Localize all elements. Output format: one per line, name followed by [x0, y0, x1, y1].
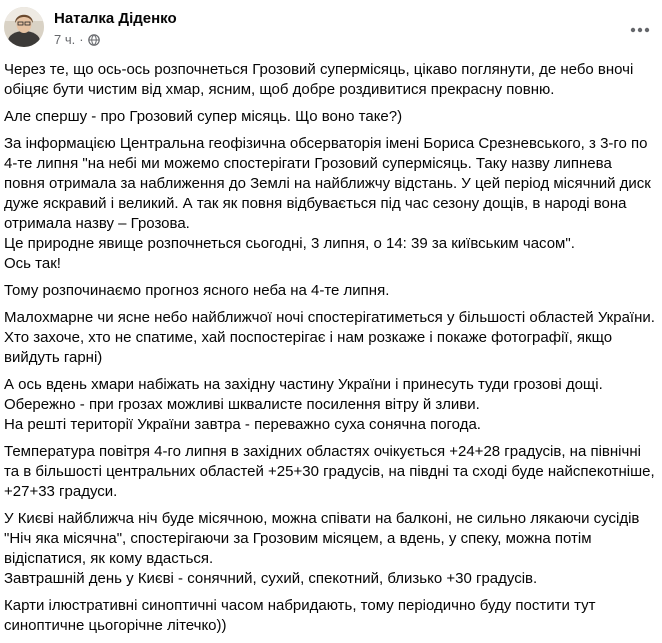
post-text-line: синоптичне цьогорічне літечко)) [4, 617, 227, 634]
post-text-line: На решті території України завтра - переважно суха сонячна погода. [4, 416, 481, 433]
post-text-line: Це природне явище розпочнеться сьогодні, 3 липня, о 14: 39 за київським часом". [4, 235, 575, 252]
post-text-line: Але спершу - про Грозовий супер місяць. Що воно таке?) [4, 108, 403, 125]
post-text-line: Обережно - при грозах можливі шквалисте посилення вітру й зливи. [4, 396, 480, 413]
post-paragraph [4, 281, 658, 301]
post-header [0, 0, 662, 56]
more-dots-icon [630, 27, 650, 33]
post-text-line: Малохмарне чи ясне небо найближчої ночі спостерігатиметься у більшості областей України. [4, 309, 655, 326]
post-paragraph [4, 308, 658, 368]
post-text-line: Завтрашній день у Києві - сонячний, сухий, спекотний, близько +30 градусів. [4, 570, 538, 587]
meta-separator: · [79, 32, 84, 47]
more-options-button[interactable] [622, 12, 658, 48]
post-text-line: У Києві найближча ніч буде місячною, можна співати на балконі, не сильно лякаючи сусідів [4, 510, 640, 527]
post-paragraph [4, 375, 658, 435]
post-paragraph [4, 60, 658, 100]
post-text-line: повня отримала за наближення до Землі на найближчу відстань. У цей період місячний диск [4, 175, 651, 192]
globe-icon [88, 34, 100, 46]
post-text-line: та в більшості центральних областей +25+30 градусів, на півдні та сході буде найспекотніше, [4, 463, 655, 480]
post-text-line: Тому розпочинаємо прогноз ясного неба на 4-те липня. [4, 282, 390, 299]
author-name[interactable]: Наталка Діденко [54, 10, 177, 27]
post-text-line: +27+33 градуси. [4, 483, 118, 500]
post-text-line: Карти ілюстративні синоптичні часом набридають, тому періодично буду постити тут [4, 597, 596, 614]
post-paragraph [4, 596, 658, 636]
post-text-line: 4-те липня "на небі ми можемо спостерігати Грозовий супермісяць. Таку назву липнева [4, 155, 612, 172]
post-meta [54, 32, 100, 47]
post-text-line: А ось вдень хмари набіжать на західну частину України і принесуть туди грозові дощі. [4, 376, 603, 393]
post-text [4, 60, 658, 643]
post-paragraph [4, 442, 658, 502]
avatar[interactable] [4, 7, 44, 47]
post-paragraph [4, 134, 658, 274]
post-text-line: вийдуть гарні) [4, 349, 103, 366]
post-text-line: отримала назву – Грозова. [4, 215, 190, 232]
post-text-line: дуже яскравий і великий. А так як повня відбувається під час сезону дощів, в народі вона [4, 195, 627, 212]
post-text-line: Температура повітря 4-го липня в західних областях очікується +24+28 градусів, на північні [4, 443, 641, 460]
post-text-line: обіцяє бути чистим від хмар, ясним, щоб добре роздивитися прекрасну повню. [4, 81, 555, 98]
post-text-line: Через те, що ось-ось розпочнеться Грозовий супермісяць, цікаво поглянути, де небо вночі [4, 61, 634, 78]
post-text-line: "Ніч яка місячна", спостерігаючи за Грозовим місяцем, а вдень, у спеку, можна потім [4, 530, 592, 547]
avatar-image [4, 7, 44, 47]
post-time[interactable]: 7 ч. [54, 32, 76, 47]
post-text-line: За інформацією Центральна геофізична обсерваторія імені Бориса Срезневського, з 3-го по [4, 135, 648, 152]
post-text-line: Ось так! [4, 255, 61, 272]
post-paragraph [4, 107, 658, 127]
post-text-line: відіспатися, як кому вдасться. [4, 550, 214, 567]
post-text-line: Хто захоче, хто не спатиме, хай поспостерігає і нам розкаже і покаже фотографії, якщо [4, 329, 613, 346]
post-paragraph [4, 509, 658, 589]
